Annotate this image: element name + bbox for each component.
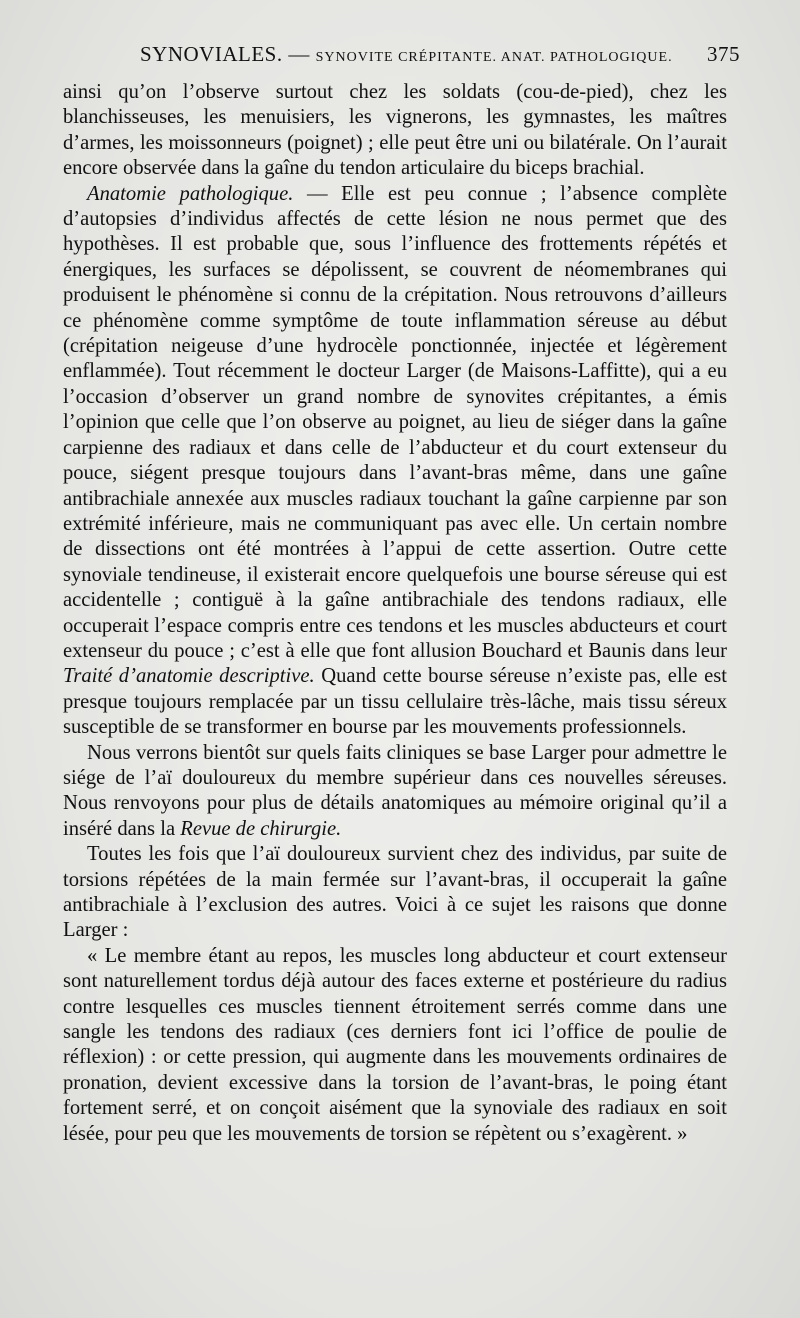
paragraph (63, 842, 727, 944)
paragraph (63, 182, 727, 741)
page-number: 375 (707, 42, 740, 66)
italic-text: Traité d’anatomie descriptive. (63, 665, 315, 688)
text-run: Nous verrons bientôt sur quels faits cliniques se base Larger pour admettre le siége de l’aï douloureux du membre supérieur dans ces nouvelles séreuses. Nous renvoyons pour plus de détails anatomiques au mémoire original qu’il a inséré dans la (63, 741, 727, 840)
body-text (63, 80, 727, 1147)
italic-text: Anatomie pathologique. (87, 182, 294, 205)
section-title: SYNOVIALES. (140, 42, 283, 66)
header-dash: — (288, 42, 310, 66)
paragraph (63, 741, 727, 843)
text-run: ainsi qu’on l’observe surtout chez les soldats (cou-de-pied), chez les blanchisseuses, les menuisiers, les vignerons, les gymnastes, les maîtres d’armes, les moissonneurs (poignet) ; elle peut être uni ou bilatérale. On l’aurait encore observée dans la gaîne du tendon articulaire du biceps brachial. (63, 81, 727, 180)
italic-text: Revue de chirurgie. (180, 817, 342, 840)
text-run: « Le membre étant au repos, les muscles long abducteur et court extenseur sont naturellement tordus déjà autour des faces externe et postérieure du radius contre lesquelles ces muscles tiennent étroitement serrés comme dans une sangle les tendons des radiaux (ces derniers font ici l’office de poulie de réflexion) : or cette pression, qui augmente dans les mouvements ordinaires de pronation, devient excessive dans la torsion de l’avant-bras, le poing étant fortement serré, et on conçoit aisément que la synoviale des radiaux en soit lésée, pour peu que les mouvements de torsion se répètent ou s’exagèrent. » (63, 944, 727, 1145)
subsection-title: SYNOVITE CRÉPITANTE. ANAT. PATHOLOGIQUE. (315, 50, 673, 65)
running-header (140, 42, 740, 67)
running-title (140, 42, 673, 67)
text-run: — Elle est peu connue ; l’absence complète d’autopsies d’individus affectés de cette lésion ne nous permet que des hypothèses. Il est probable que, sous l’influence des frottements répétés et énergiques, les surfaces se dépolissent, se couvrent de néomembranes qui produisent le phénomène si connu de la crépitation. Nous retrouvons d’ailleurs ce phénomène comme symptôme de toute inflammation séreuse au début (crépitation neigeuse d’une hydrocèle ponctionnée, injectée et légèrement enflammée). Tout récemment le docteur Larger (de Maisons-Laffitte), qui a eu l’occasion d’observer un grand nombre de synovites crépitantes, a émis l’opinion que celle que l’on observe au poignet, au lieu de siéger dans la gaîne carpienne des radiaux et dans celle de l’abducteur et du court extenseur du pouce, siégent presque toujours dans l’avant-bras même, dans une gaîne antibrachiale annexée aux muscles radiaux touchant la gaîne carpienne par son extrémité inférieure, mais ne communiquant pas avec elle. Un certain nombre de dissections ont été montrées à l’appui de cette assertion. Outre cette synoviale tendineuse, il existerait encore quelquefois une bourse séreuse qui est accidentelle ; contiguë à la gaîne antibrachiale des tendons radiaux, elle occuperait l’espace compris entre ces tendons et les muscles abducteurs et court extenseur du pouce ; c’est à elle que font allusion Bouchard et Baunis dans leur (63, 182, 727, 662)
paragraph (63, 80, 727, 182)
paragraph (63, 944, 727, 1147)
text-run: Quand cette bourse séreuse n’existe pas, elle est presque toujours remplacée par un tissu cellulaire très-lâche, mais tissu séreux susceptible de se transformer en bourse par les mouvements professionnels. (63, 665, 727, 739)
text-run: Toutes les fois que l’aï douloureux survient chez des individus, par suite de torsions répétées de la main fermée sur l’avant-bras, il occuperait la gaîne antibrachiale à l’exclusion des autres. Voici à ce sujet les raisons que donne Larger : (63, 843, 727, 942)
